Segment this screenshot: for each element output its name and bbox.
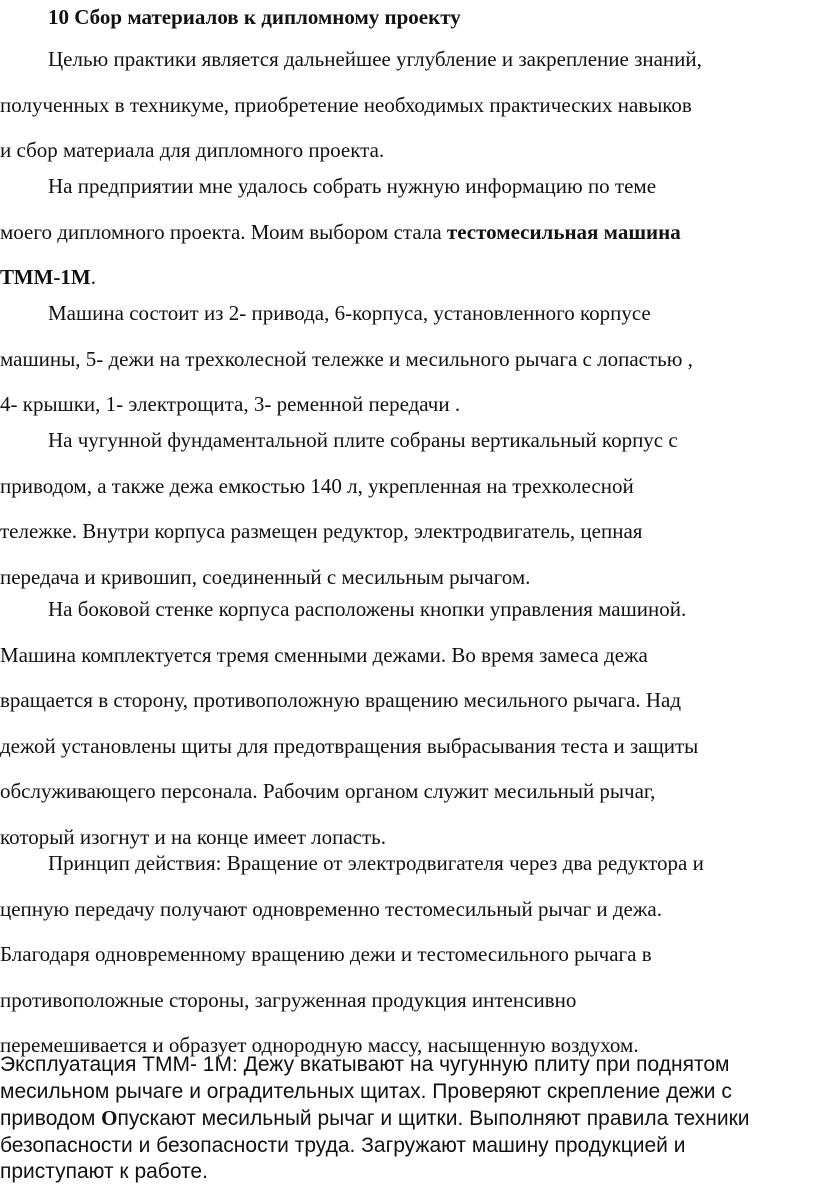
paragraph-construction bbox=[0, 418, 816, 600]
paragraph-operating-principle bbox=[0, 841, 816, 1069]
emphasized-letter: О bbox=[101, 1106, 118, 1130]
text-line: вращается в сторону, противоположную вращению месильного рычага. Над bbox=[0, 688, 682, 712]
paragraph-machine-parts bbox=[0, 291, 816, 428]
text-line: Принцип действия: Вращение от электродвигателя через два редуктора и bbox=[48, 851, 704, 875]
paragraph-machine-choice bbox=[0, 164, 816, 301]
text-fragment: моего дипломного проекта. Моим выбором стала bbox=[0, 219, 447, 244]
text-line: и сбор материала для дипломного проекта. bbox=[0, 138, 385, 162]
text-line: Машина комплектуется тремя сменными дежами. Во время замеса дежа bbox=[0, 642, 648, 667]
text-line: Благодаря одновременному вращению дежи и тестомесильного рычага в bbox=[0, 942, 652, 966]
paragraph-operation bbox=[0, 1052, 816, 1186]
text-line: тележке. Внутри корпуса размещен редуктор, электродвигатель, цепная bbox=[0, 519, 643, 543]
text-line: перемешивается и образует однородную массу, насыщенную воздухом. bbox=[0, 1033, 639, 1057]
text-line: обслуживающего персонала. Рабочим органом служит месильный рычаг, bbox=[0, 779, 656, 803]
text-line: На боковой стенке корпуса расположены кнопки управления машиной. bbox=[48, 597, 687, 621]
machine-model-bold: ТММ-1М bbox=[0, 265, 91, 289]
section-heading: 10 Сбор материалов к дипломному проекту bbox=[48, 5, 461, 29]
text-line: безопасности и безопасности труда. Загружают машину продукцией и bbox=[0, 1133, 686, 1157]
text-line: дежой установлены щиты для предотвращения выбрасывания теста и защиты bbox=[0, 733, 699, 758]
text-line: цепную передачу получают одновременно тестомесильный рычаг и дежа. bbox=[0, 896, 662, 921]
text-line bbox=[0, 210, 816, 256]
text-line: который изогнут и на конце имеет лопасть. bbox=[0, 824, 386, 849]
paragraph-controls bbox=[0, 587, 816, 860]
text-line bbox=[0, 1105, 816, 1133]
paragraph-practice-goal bbox=[0, 37, 816, 174]
text-line: Эксплуатация ТММ- 1М: Дежу вкатывают на чугунную плиту при поднятом bbox=[0, 1053, 730, 1076]
text-fragment: . bbox=[90, 265, 96, 289]
text-line: На предприятии мне удалось собрать нужную информацию по теме bbox=[48, 174, 657, 198]
text-line: Целью практики является дальнейшее углубление и закрепление знаний, bbox=[48, 47, 702, 71]
text-line: Машина состоит из 2- привода, 6-корпуса, установленного корпусе bbox=[48, 301, 651, 325]
text-fragment: пускают месильный рычаг и щитки. Выполняют правила техники bbox=[117, 1107, 750, 1130]
machine-name-bold: тестомесильная машина bbox=[446, 219, 681, 244]
text-line: месильном рычаге и оградительных щитах. Проверяют скрепление дежи с bbox=[0, 1079, 732, 1103]
text-line: На чугунной фундаментальной плите собраны вертикальный корпус с bbox=[48, 428, 678, 452]
text-line: машины, 5- дежи на трехколесной тележке и месильного рычага с лопастью , bbox=[0, 346, 693, 371]
text-line: противоположные стороны, загруженная продукция интенсивно bbox=[0, 987, 577, 1012]
text-line: 4- крышки, 1- электрощита, 3- ременной передачи . bbox=[0, 392, 461, 416]
text-fragment: приводом bbox=[0, 1107, 102, 1130]
text-line: полученных в техникуме, приобретение необходимых практических навыков bbox=[0, 92, 692, 117]
text-line: приводом, а также дежа емкостью 140 л, укрепленная на трехколесной bbox=[0, 473, 634, 498]
text-line: приступают к работе. bbox=[0, 1160, 208, 1183]
text-line: передача и кривошип, соединенный с месильным рычагом. bbox=[0, 564, 531, 589]
